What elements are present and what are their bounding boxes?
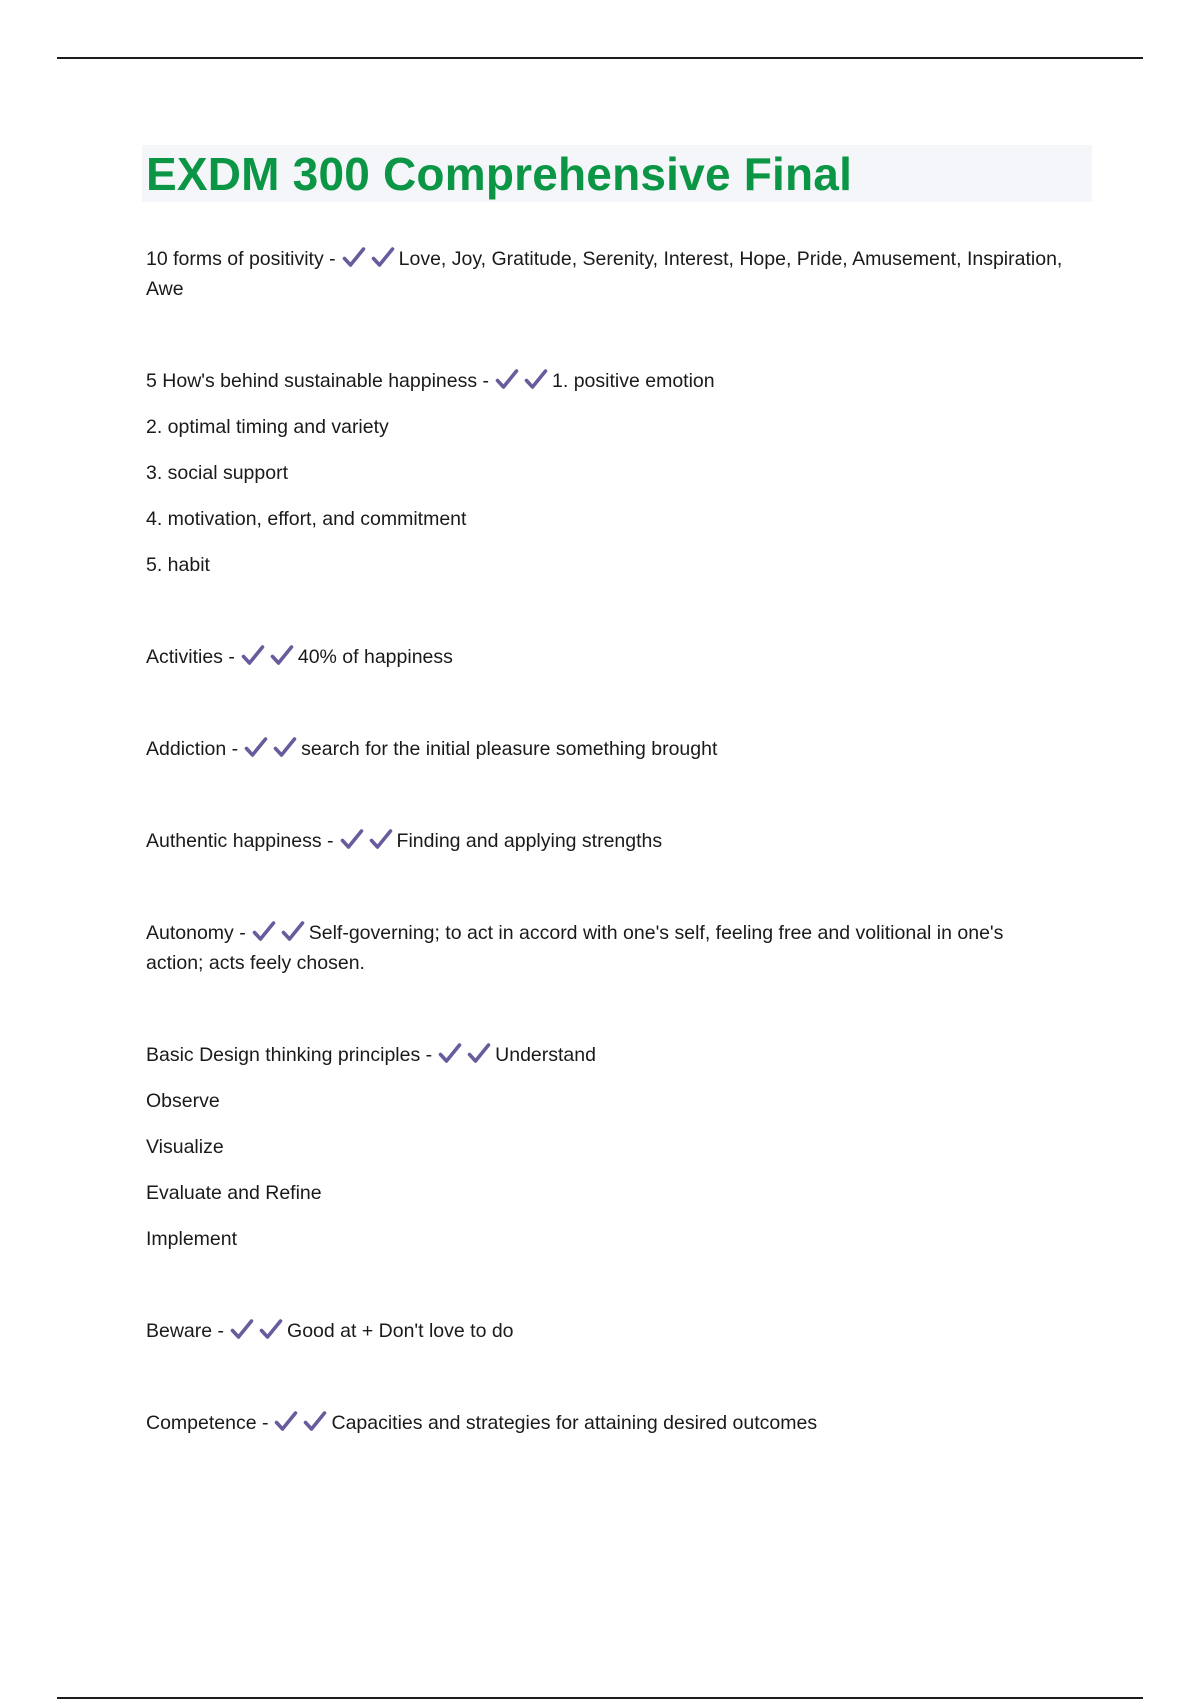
entry-definition: search for the initial pleasure something brought [301,738,718,760]
check-icon [274,1410,298,1432]
check-icon [371,246,395,268]
entry-term: Addiction - [146,738,239,760]
entry-term: Beware - [146,1320,225,1342]
entry-first-line [146,918,1066,978]
check-icon [252,920,276,942]
title-band [142,145,1092,202]
flashcard-entry [146,642,1066,672]
entry-definition-line: 5. habit [146,554,210,576]
entry-definition: Finding and applying strengths [396,830,663,852]
entry-definition: 40% of happiness [297,646,453,668]
entry-term: Competence - [146,1412,269,1434]
check-icon [241,644,265,666]
flashcard-entry [146,734,1066,764]
entry-definition-line: 2. optimal timing and variety [146,416,389,438]
check-icon [259,1318,283,1340]
check-icon [342,246,366,268]
entry-first-line [146,1040,1066,1070]
entry-first-line [146,244,1066,304]
double-check-icon [252,920,305,942]
flashcard-entry [146,1316,1066,1346]
entry-term: Authentic happiness - [146,830,334,852]
check-icon [340,828,364,850]
top-rule [57,57,1143,59]
entry-definition-line: 4. motivation, effort, and commitment [146,508,467,530]
bottom-rule [57,1697,1143,1699]
double-check-icon [244,736,297,758]
entry-definition-line: Visualize [146,1136,224,1158]
check-icon [303,1410,327,1432]
entry-term: Activities - [146,646,235,668]
entry-definition: Capacities and strategies for attaining desired outcomes [331,1412,818,1434]
entry-term: Basic Design thinking principles - [146,1044,433,1066]
entry-first-line [146,366,1066,396]
entry-definition: Understand [495,1044,596,1066]
double-check-icon [340,828,393,850]
flashcard-entry [146,918,1066,978]
check-icon [369,828,393,850]
entry-definition-line: Observe [146,1090,220,1112]
entry-first-line [146,642,1066,672]
check-icon [281,920,305,942]
check-icon [438,1042,462,1064]
entry-first-line [146,1316,1066,1346]
entry-definition: Self-governing; to act in accord with one's self, feeling free and volitional in one's action; acts feely chosen. [146,922,1004,974]
double-check-icon [241,644,294,666]
entry-definition-line: 3. social support [146,462,288,484]
flashcard-entry [146,1040,1066,1254]
flashcard-entry [146,826,1066,856]
flashcard-entry [146,366,1066,580]
document-title: EXDM 300 Comprehensive Final [146,147,853,200]
double-check-icon [230,1318,283,1340]
check-icon [270,644,294,666]
entry-definition: 1. positive emotion [552,370,715,392]
entry-definition-line: Implement [146,1228,238,1250]
entry-term: 10 forms of positivity - [146,248,336,270]
check-icon [244,736,268,758]
double-check-icon [274,1410,327,1432]
flashcard-list [146,244,1066,1438]
entry-first-line [146,734,1066,764]
double-check-icon [342,246,395,268]
entry-definition-line: Evaluate and Refine [146,1182,322,1204]
check-icon [467,1042,491,1064]
entry-first-line [146,826,1066,856]
check-icon [230,1318,254,1340]
check-icon [273,736,297,758]
entry-definition: Good at + Don't love to do [287,1320,514,1342]
entry-first-line [146,1408,1066,1438]
entry-term: Autonomy - [146,922,246,944]
entry-term: 5 How's behind sustainable happiness - [146,370,490,392]
flashcard-entry [146,1408,1066,1438]
check-icon [524,368,548,390]
double-check-icon [495,368,548,390]
entry-definition: Love, Joy, Gratitude, Serenity, Interest, Hope, Pride, Amusement, Inspiration, Awe [146,248,1063,300]
flashcard-entry [146,244,1066,304]
double-check-icon [438,1042,491,1064]
check-icon [495,368,519,390]
